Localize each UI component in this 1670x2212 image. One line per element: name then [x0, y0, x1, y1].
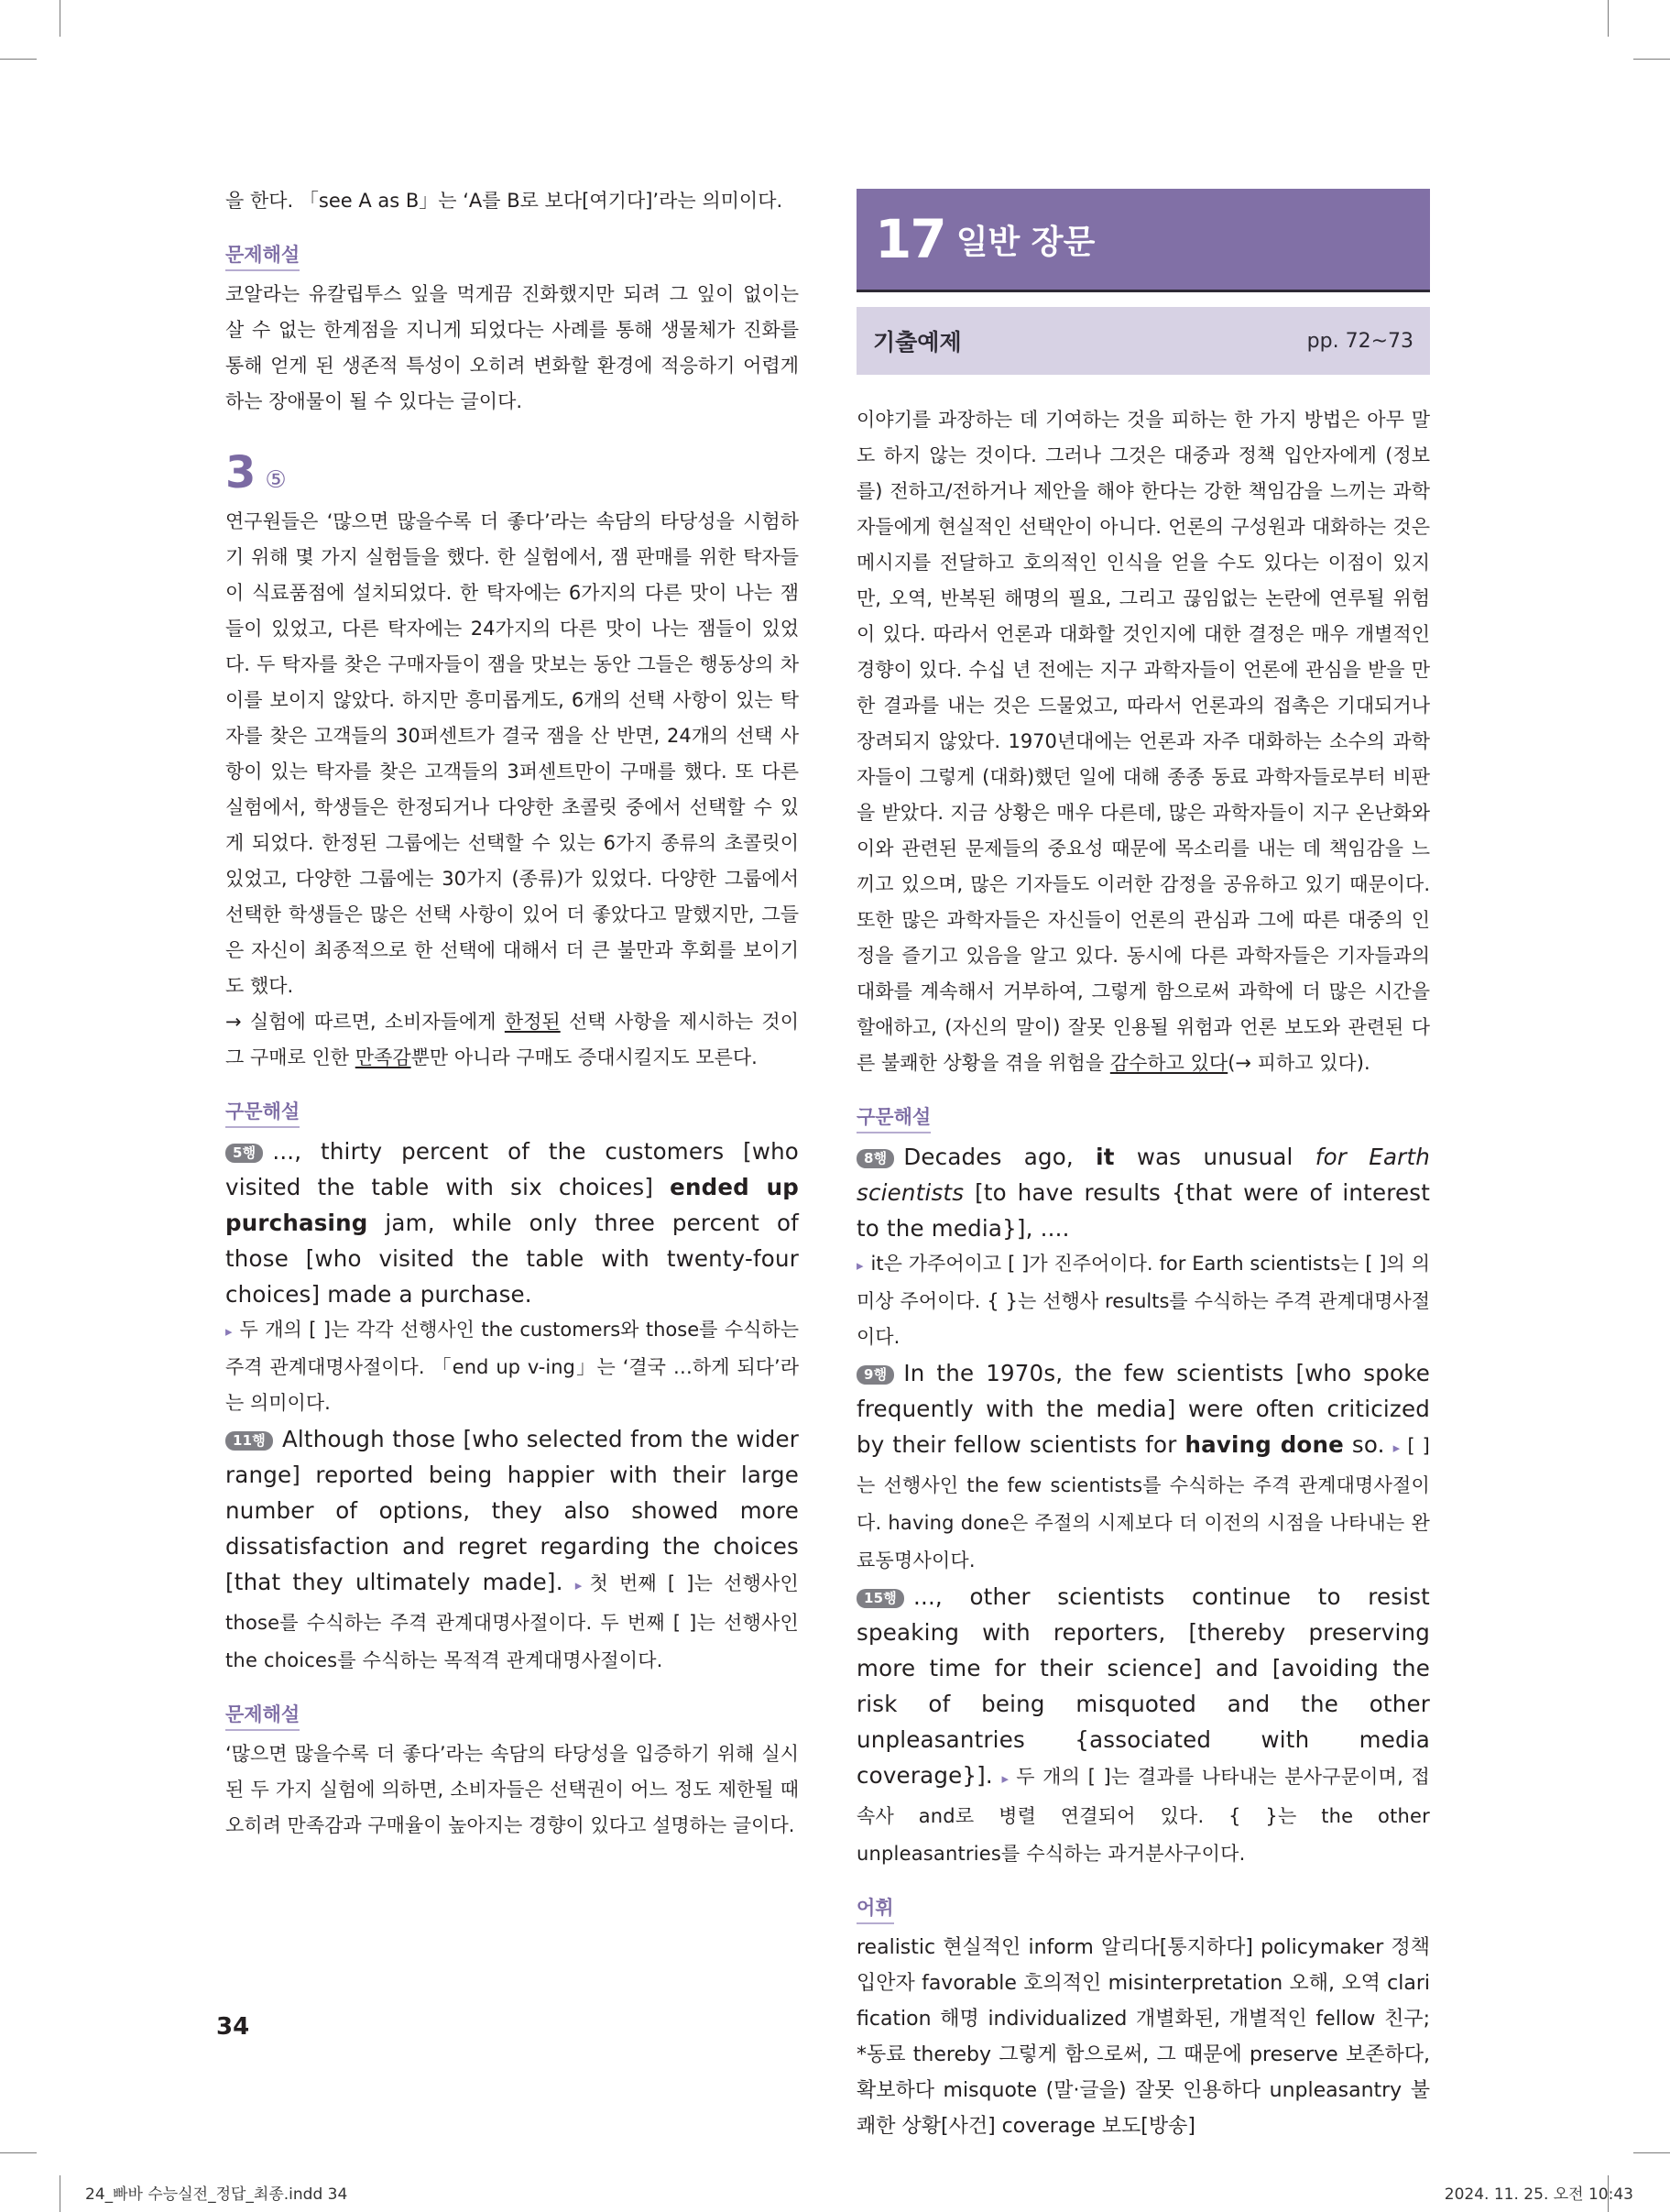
explanation-text: ‘많으면 많을수록 더 좋다’라는 속담의 타당성을 입증하기 위해 실시된 두 가지 실험에 의하면, 소비자들은 선택권이 어느 정도 제한될 때 오히려 만족감과 구매율이 높아지는 경향이 있다고 설명하는 글이다. [225, 1743, 799, 1836]
right-column [857, 189, 1430, 2144]
footer-filename: 24_빠바 수능실전_정답_최종.indd 34 [85, 2185, 348, 2204]
crop-mark [0, 59, 37, 60]
crop-mark [1633, 59, 1670, 60]
vocabulary-list: realistic 현실적인 inform 알리다[통지하다] policymaker 정책 입안자 favorable 호의적인 misinterpretation 오해, 오역 clarification 해명 individualized 개별화된, 개별적인 fellow 친구; *동료 thereby 그렇게 함으로써, 그 때문에 preserve 보존하다, 확보하다 misquote (말·글을) 잘못 인용하다 unpleasantry 불쾌한 상황[사건] coverage 보도[방송] [857, 1936, 1430, 2138]
grammar-item: 9행 In the 1970s, the few scientists [who spoke frequently with the media] were often criticized by their fellow scientists for having done so. ▸ [ ]는 선행사인 the few scientists를 수식하는 주격 관계대명사절이다. having done은 주절의 시제보다 더 이전의 시점을 나타내는 완료동명사이다. [857, 1360, 1431, 1571]
line-badge: 8행 [857, 1149, 894, 1168]
left-column [225, 183, 799, 1844]
footer-timestamp: 2024. 11. 25. 오전 10:43 [1444, 2185, 1633, 2204]
grammar-item: 5행 ..., thirty percent of the customers [who visited the table with six choices] ended up purchasing jam, while only three percent of those [who visited the table with twenty-four choices] made a purchase. [225, 1138, 800, 1308]
chapter-header [857, 189, 1430, 292]
section-heading: 문제해설 [225, 241, 799, 271]
triangle-icon: ▸ [574, 1577, 583, 1593]
triangle-icon: ▸ [1392, 1440, 1401, 1456]
example-bar [857, 307, 1430, 375]
line-badge: 9행 [857, 1365, 894, 1385]
crop-mark [1608, 0, 1609, 37]
translation-text: 이야기를 과장하는 데 기여하는 것을 피하는 한 가지 방법은 아무 말도 하지 않는 것이다. 그러나 그것은 대중과 정책 입안자에게 (정보를) 전하고/전하거나 제안을 해야 한다는 강한 책임감을 느끼는 과학자들에게 현실적인 선택안이 아니다. 언론의 구성원과 대화하는 것은 메시지를 전달하고 호의적인 인식을 얻을 수도 있다는 이점이 있지만, 오역, 반복된 해명의 필요, 그리고 끊임없는 논란에 연루될 위험이 있다. 따라서 언론과 대화할 것인지에 대한 결정은 매우 개별적인 경향이 있다. 수십 년 전에는 지구 과학자들이 언론에 관심을 받을 만한 결과를 내는 것은 드물었고, 따라서 언론과의 접촉은 기대되거나 장려되지 않았다. 1970년대에는 언론과 자주 대화하는 소수의 과학자들이 그렇게 (대화)했던 일에 대해 종종 동료 과학자들로부터 비판을 받았다. 지금 상황은 매우 다른데, 많은 과학자들이 지구 온난화와 이와 관련된 문제들의 중요성 때문에 목소리를 내는 데 책임감을 느끼고 있으며, 많은 기자들도 이러한 감정을 공유하고 있기 때문이다. 또한 많은 과학자들은 자신들이 언론의 관심과 그에 따른 대중의 인정을 즐기고 있음을 알고 있다. 동시에 다른 과학자들은 기자들과의 대화를 계속해서 거부하여, 그렇게 함으로써 과학에 더 많은 시간을 할애하고, (자신의 말이) 잘못 인용될 위험과 언론 보도와 관련된 다른 불쾌한 상황을 겪을 위험을 감수하고 있다(→ 피하고 있다). [857, 409, 1430, 1074]
triangle-icon: ▸ [1001, 1770, 1010, 1787]
section-heading: 구문해설 [857, 1103, 1430, 1133]
translation-text: 연구원들은 ‘많으면 많을수록 더 좋다’라는 속담의 타당성을 시험하기 위해 몇 가지 실험들을 했다. 한 실험에서, 잼 판매를 위한 탁자들이 식료품점에 설치되었다. 한 탁자에는 6가지의 다른 맛이 나는 잼들이 있었고, 다른 탁자에는 24가지의 다른 맛이 나는 잼들이 있었다. 두 탁자를 찾은 구매자들이 잼을 맛보는 동안 그들은 행동상의 차이를 보이지 않았다. 하지만 흥미롭게도, 6개의 선택 사항이 있는 탁자를 찾은 고객들의 30퍼센트가 결국 잼을 산 반면, 24개의 선택 사항이 있는 탁자를 찾은 고객들의 3퍼센트만이 구매를 했다. 또 다른 실험에서, 학생들은 한정되거나 다양한 초콜릿 중에서 선택할 수 있게 되었다. 한정된 그룹에는 선택할 수 있는 6가지 종류의 초콜릿이 있었고, 다양한 그룹에는 30가지 (종류)가 있었다. 다양한 그룹에서 선택한 학생들은 많은 선택 사항이 있어 더 좋았다고 말했지만, 그들은 자신이 최종적으로 한 선택에 대해서 더 큰 불만과 후회를 보이기도 했다. [225, 510, 799, 997]
grammar-item: 11행 Although those [who selected from the wider range] reported being happier with their large number of options, they also showed more dissatisfaction and regret regarding the choices [that they ultimately made]. ▸ 첫 번째 [ ]는 선행사인 those를 수식하는 주격 관계대명사절이다. 두 번째 [ ]는 선행사인 the choices를 수식하는 목적격 관계대명사절이다. [225, 1426, 799, 1671]
grammar-note: ▸ it은 가주어이고 [ ]가 진주어이다. for Earth scientists는 [ ]의 의미상 주어이다. { }는 선행사 results를 수식하는 주격 관계대명사절이다. [857, 1253, 1430, 1348]
chapter-number: 17 [875, 208, 945, 270]
grammar-item: 15행 ..., other scientists continue to resist speaking with reporters, [thereby preserving more time for their science] and [avoiding the risk of being misquoted and the other unpleasantries {associated with media coverage}]. ▸ 두 개의 [ ]는 결과를 나타내는 분사구문이며, 접속사 and로 병렬 연결되어 있다. { }는 the other unpleasantries를 수식하는 과거분사구이다. [857, 1583, 1430, 1865]
intro-text: 을 한다. 「see A as B」는 ‘A를 B로 보다[여기다]’라는 의미이다. [225, 190, 783, 212]
grammar-item: 8행 Decades ago, it was unusual for Earth scientists [to have results {that were of interest to the media}], .... [857, 1144, 1430, 1242]
summary-text: → 실험에 따르면, 소비자들에게 한정된 선택 사항을 제시하는 것이 그 구매로 인한 만족감뿐만 아니라 구매도 증대시킬지도 모른다. [225, 1011, 799, 1068]
line-badge: 15행 [857, 1589, 904, 1608]
crop-mark [0, 2152, 37, 2153]
section-heading: 어휘 [857, 1894, 1430, 1924]
example-pages: pp. 72~73 [1306, 329, 1413, 353]
explanation-text: 코알라는 유칼립투스 잎을 먹게끔 진화했지만 되려 그 잎이 없이는 살 수 없는 한계점을 지니게 되었다는 사례를 통해 생물체가 진화를 통해 얻게 된 생존적 특성이 오히려 변화할 환경에 적응하기 어렵게 하는 장애물이 될 수 있다는 글이다. [225, 283, 799, 412]
section-heading: 문제해설 [225, 1701, 799, 1731]
question-number: 3 [225, 447, 257, 498]
example-label: 기출예제 [873, 329, 962, 356]
triangle-icon: ▸ [225, 1323, 233, 1340]
question-header [225, 447, 799, 498]
crop-mark [1633, 2152, 1670, 2153]
chapter-title: 일반 장문 [955, 223, 1096, 261]
grammar-note: ▸ 두 개의 [ ]는 각각 선행사인 the customers와 those를 수식하는 주격 관계대명사절이다. 「end up v-ing」는 ‘결국 …하게 되다’라는 의미이다. [225, 1319, 799, 1414]
triangle-icon: ▸ [857, 1257, 864, 1274]
line-badge: 5행 [225, 1144, 263, 1163]
page-number: 34 [216, 2013, 250, 2041]
answer-mark: ⑤ [265, 466, 287, 494]
section-heading: 구문해설 [225, 1098, 799, 1128]
line-badge: 11행 [225, 1431, 273, 1451]
